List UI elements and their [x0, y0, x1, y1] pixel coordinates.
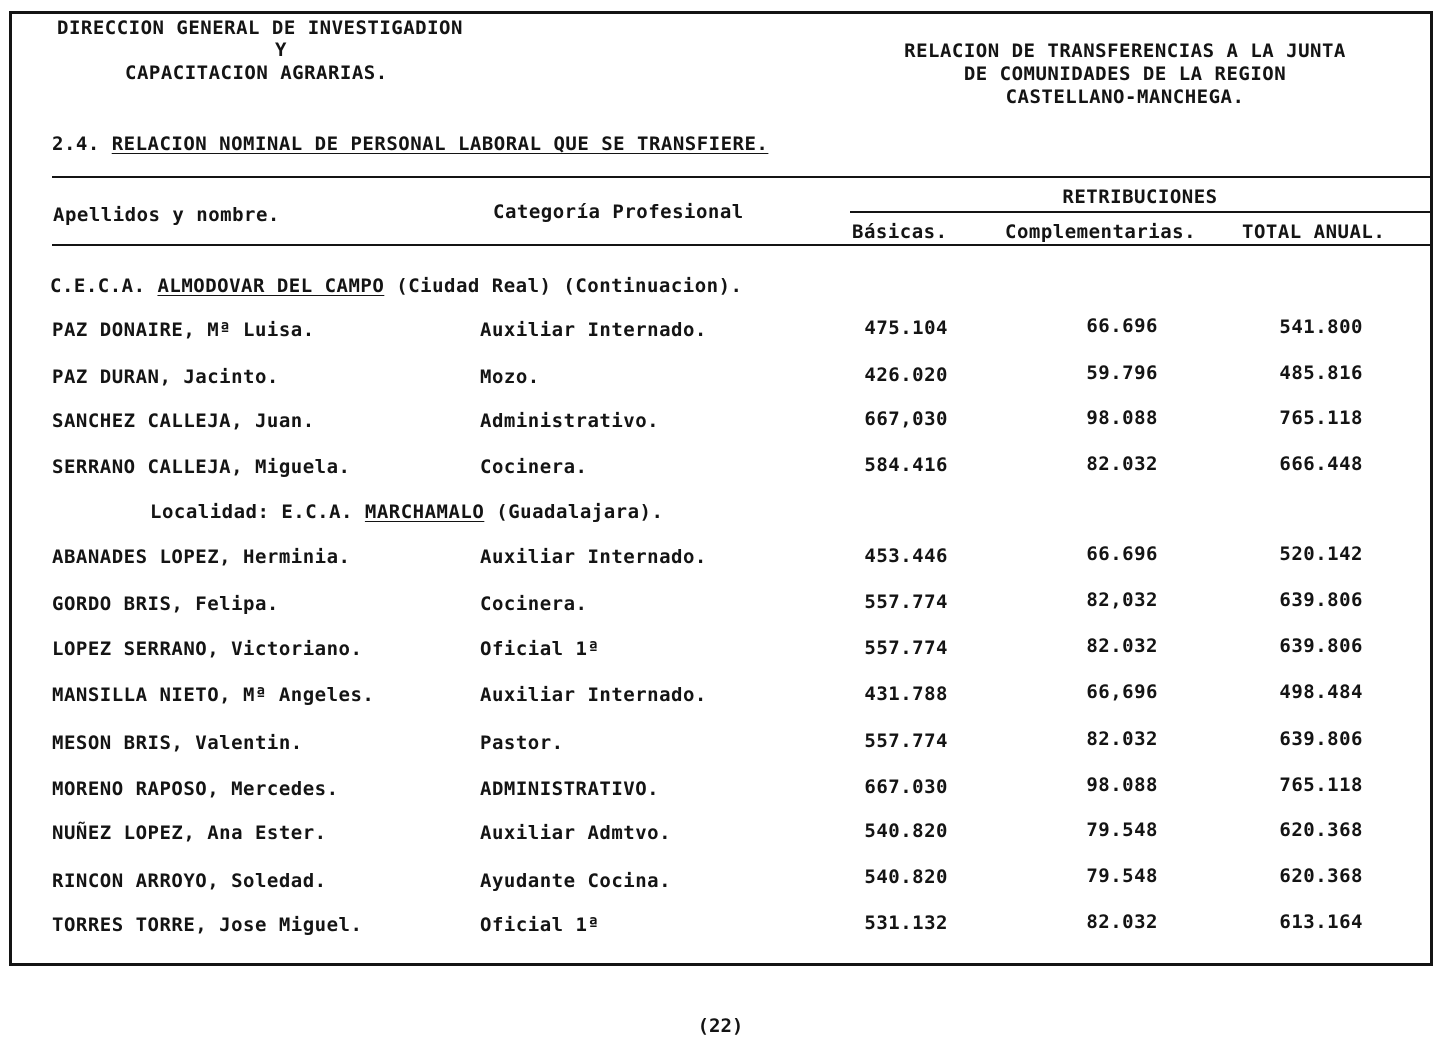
table-row-complementarias: 98.088: [1086, 407, 1158, 429]
table-row-complementarias: 66.696: [1086, 543, 1158, 565]
table-row-total: 541.800: [1279, 316, 1363, 338]
table-row-category: Mozo.: [480, 366, 540, 388]
table-row-name: NUÑEZ LOPEZ, Ana Ester.: [52, 822, 327, 844]
header-right-line2: DE COMUNIDADES DE LA REGION: [963, 63, 1287, 85]
table-row-category: Oficial 1ª: [480, 914, 600, 936]
table-row-category: Cocinera.: [480, 456, 588, 478]
table-row-total: 620.368: [1279, 819, 1363, 841]
table-row-basicas: 453.446: [864, 545, 948, 567]
table-row-name: PAZ DONAIRE, Mª Luisa.: [52, 319, 315, 341]
table-row-category: ADMINISTRATIVO.: [480, 778, 660, 800]
table-row-name: ABANADES LOPEZ, Herminia.: [52, 546, 351, 568]
header-left-line3: CAPACITACION AGRARIAS.: [125, 62, 388, 84]
group-heading-marchamalo: [150, 501, 663, 523]
table-row-complementarias: 79.548: [1086, 819, 1158, 841]
table-row-total: 666.448: [1279, 453, 1363, 475]
table-row-basicas: 557.774: [864, 591, 948, 613]
table-row-complementarias: 98.088: [1086, 774, 1158, 796]
table-row-name: MESON BRIS, Valentin.: [52, 732, 303, 754]
table-row-basicas: 557.774: [864, 730, 948, 752]
table-row-complementarias: 82.032: [1086, 728, 1158, 750]
header-left-line2: Y: [275, 39, 287, 61]
table-row-complementarias: 82.032: [1086, 453, 1158, 475]
table-row-name: LOPEZ SERRANO, Victoriano.: [52, 638, 363, 660]
table-row-category: Pastor.: [480, 732, 564, 754]
table-row-total: 485.816: [1279, 362, 1363, 384]
group-suffix: (Ciudad Real) (Continuacion).: [396, 275, 743, 297]
column-header-complementarias: Complementarias.: [1005, 221, 1197, 243]
table-row-name: PAZ DURAN, Jacinto.: [52, 366, 279, 388]
table-row-name: SANCHEZ CALLEJA, Juan.: [52, 410, 315, 432]
group-suffix: (Guadalajara).: [496, 501, 664, 523]
table-row-category: Ayudante Cocina.: [480, 870, 672, 892]
table-row-total: 613.164: [1279, 911, 1363, 933]
table-row-complementarias: 82.032: [1086, 911, 1158, 933]
group-prefix: C.E.C.A.: [50, 275, 146, 297]
column-header-retribuciones: RETRIBUCIONES: [1062, 186, 1218, 208]
column-header-name: Apellidos y nombre.: [53, 204, 280, 226]
table-row-name: MORENO RAPOSO, Mercedes.: [52, 778, 339, 800]
table-row-basicas: 667.030: [864, 776, 948, 798]
table-row-category: Administrativo.: [480, 410, 660, 432]
table-row-category: Cocinera.: [480, 593, 588, 615]
table-row-total: 520.142: [1279, 543, 1363, 565]
table-row-basicas: 540.820: [864, 820, 948, 842]
table-row-name: SERRANO CALLEJA, Miguela.: [52, 456, 351, 478]
table-row-total: 765.118: [1279, 407, 1363, 429]
table-row-complementarias: 66,696: [1086, 681, 1158, 703]
section-number: 2.4.: [52, 133, 100, 155]
table-row-basicas: 431.788: [864, 683, 948, 705]
table-row-total: 639.806: [1279, 635, 1363, 657]
table-row-basicas: 475.104: [864, 317, 948, 339]
table-row-basicas: 531.132: [864, 912, 948, 934]
table-row-category: Auxiliar Internado.: [480, 684, 707, 706]
column-header-total: TOTAL ANUAL.: [1242, 221, 1386, 243]
header-rule-mid: [850, 211, 1432, 213]
table-row-name: RINCON ARROYO, Soledad.: [52, 870, 327, 892]
header-rule-top: [52, 176, 1432, 178]
table-row-basicas: 584.416: [864, 454, 948, 476]
group-place: ALMODOVAR DEL CAMPO: [157, 275, 385, 297]
table-row-name: MANSILLA NIETO, Mª Angeles.: [52, 684, 375, 706]
table-row-complementarias: 79.548: [1086, 865, 1158, 887]
group-place: MARCHAMALO: [364, 501, 485, 523]
header-right-line3: CASTELLANO-MANCHEGA.: [1005, 86, 1245, 108]
page-number: (22): [697, 1015, 744, 1037]
table-row-category: Auxiliar Internado.: [480, 546, 707, 568]
table-row-name: GORDO BRIS, Felipa.: [52, 593, 279, 615]
header-rule-bottom: [52, 244, 1432, 246]
table-row-total: 639.806: [1279, 728, 1363, 750]
table-row-complementarias: 66.696: [1086, 315, 1158, 337]
header-right-line1: RELACION DE TRANSFERENCIAS A LA JUNTA: [904, 40, 1346, 62]
group-heading-almodovar: [50, 275, 743, 297]
table-row-basicas: 557.774: [864, 637, 948, 659]
column-header-basicas: Básicas.: [852, 221, 948, 243]
table-row-total: 639.806: [1279, 589, 1363, 611]
table-row-complementarias: 59.796: [1086, 362, 1158, 384]
table-row-basicas: 426.020: [864, 364, 948, 386]
table-row-category: Auxiliar Internado.: [480, 319, 707, 341]
table-row-name: TORRES TORRE, Jose Miguel.: [52, 914, 363, 936]
table-row-category: Auxiliar Admtvo.: [480, 822, 672, 844]
group-prefix: Localidad: E.C.A.: [150, 501, 353, 523]
section-heading: [52, 133, 768, 155]
table-row-category: Oficial 1ª: [480, 638, 600, 660]
column-header-category: Categoría Profesional: [493, 201, 744, 223]
table-row-total: 765.118: [1279, 774, 1363, 796]
table-row-complementarias: 82,032: [1086, 589, 1158, 611]
section-title: RELACION NOMINAL DE PERSONAL LABORAL QUE SE TRANSFIERE.: [111, 133, 769, 155]
table-row-complementarias: 82.032: [1086, 635, 1158, 657]
table-row-basicas: 540.820: [864, 866, 948, 888]
table-row-total: 498.484: [1279, 681, 1363, 703]
table-row-total: 620.368: [1279, 865, 1363, 887]
table-row-basicas: 667,030: [864, 408, 948, 430]
header-left-line1: DIRECCION GENERAL DE INVESTIGADION: [57, 17, 463, 39]
